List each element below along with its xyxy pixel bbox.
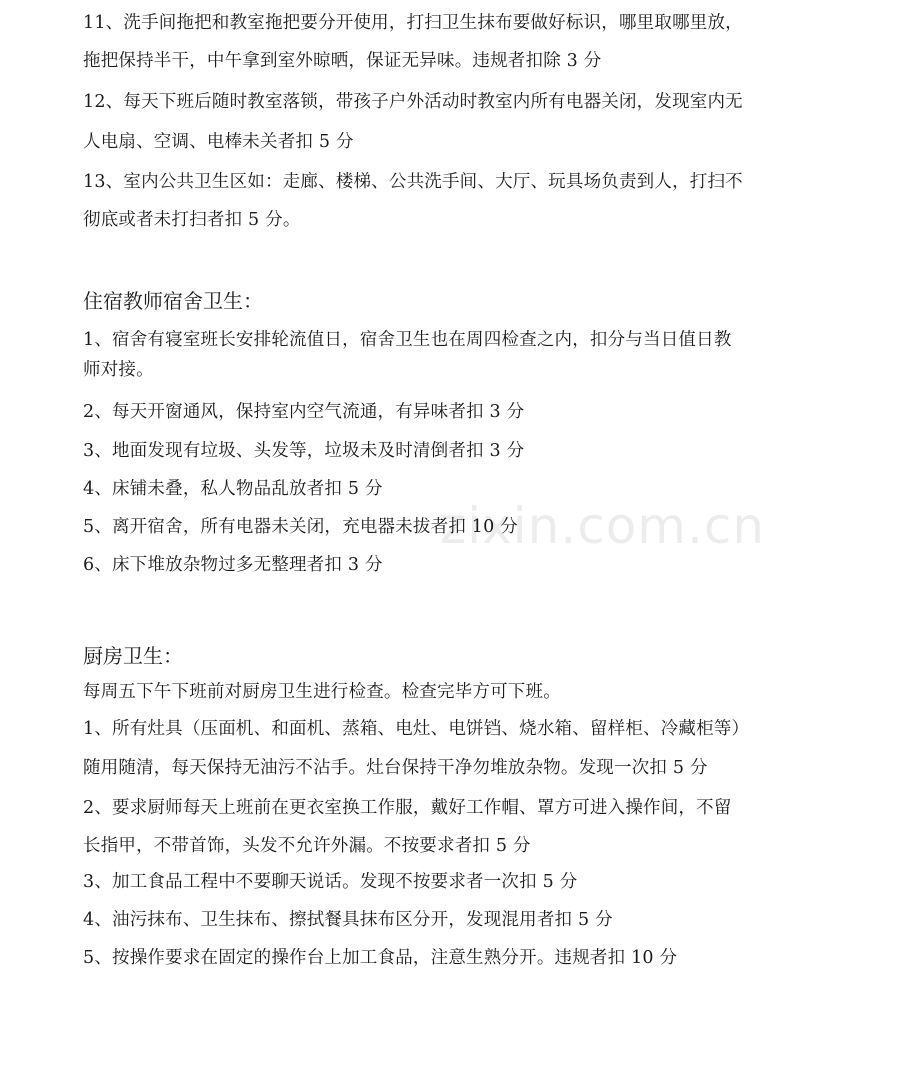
rule-11-line-1: 11、洗手间拖把和教室拖把要分开使用，打扫卫生抹布要做好标识，哪里取哪里放， bbox=[83, 13, 743, 33]
kitchen-rule-3: 3、加工食品工程中不要聊天说话。发现不按要求者一次扣 5 分 bbox=[83, 872, 578, 892]
watermark: zixin.com.cn bbox=[440, 497, 766, 555]
kitchen-rule-2-line-1: 2、要求厨师每天上班前在更衣室换工作服，戴好工作帽、罩方可进入操作间，不留 bbox=[83, 798, 732, 818]
kitchen-rule-1-line-2: 随用随清，每天保持无油污不沾手。灶台保持干净勿堆放杂物。发现一次扣 5 分 bbox=[83, 758, 708, 778]
kitchen-intro: 每周五下午下班前对厨房卫生进行检查。检查完毕方可下班。 bbox=[83, 682, 561, 702]
kitchen-rule-2-line-2: 长指甲，不带首饰，头发不允许外漏。不按要求者扣 5 分 bbox=[83, 836, 531, 856]
dorm-section-title: 住宿教师宿舍卫生： bbox=[83, 289, 263, 313]
rule-11-line-2: 拖把保持半干，中午拿到室外晾晒，保证无异味。违规者扣除 3 分 bbox=[83, 51, 602, 71]
kitchen-rule-4: 4、油污抹布、卫生抹布、擦拭餐具抹布区分开，发现混用者扣 5 分 bbox=[83, 910, 613, 930]
dorm-rule-5: 5、离开宿舍，所有电器未关闭，充电器未拔者扣 10 分 bbox=[83, 517, 518, 537]
dorm-rule-1-line-2: 师对接。 bbox=[83, 360, 154, 380]
rule-13-line-1: 13、室内公共卫生区如：走廊、楼梯、公共洗手间、大厅、玩具场负责到人，打扫不 bbox=[83, 172, 743, 192]
dorm-rule-1-line-1: 1、宿舍有寝室班长安排轮流值日，宿舍卫生也在周四检查之内，扣分与当日值日教 bbox=[83, 330, 732, 350]
kitchen-section-title: 厨房卫生： bbox=[83, 644, 183, 668]
rule-13-line-2: 彻底或者未打扫者扣 5 分。 bbox=[83, 210, 301, 230]
kitchen-rule-5: 5、按操作要求在固定的操作台上加工食品，注意生熟分开。违规者扣 10 分 bbox=[83, 948, 678, 968]
dorm-rule-3: 3、地面发现有垃圾、头发等，垃圾未及时清倒者扣 3 分 bbox=[83, 441, 525, 461]
dorm-rule-6: 6、床下堆放杂物过多无整理者扣 3 分 bbox=[83, 555, 383, 575]
kitchen-rule-1-line-1: 1、所有灶具（压面机、和面机、蒸箱、电灶、电饼铛、烧水箱、留样柜、冷藏柜等） bbox=[83, 719, 750, 739]
rule-12-line-1: 12、每天下班后随时教室落锁，带孩子户外活动时教室内所有电器关闭，发现室内无 bbox=[83, 92, 743, 112]
rule-12-line-2: 人电扇、空调、电棒未关者扣 5 分 bbox=[83, 132, 354, 152]
dorm-rule-4: 4、床铺未叠，私人物品乱放者扣 5 分 bbox=[83, 479, 383, 499]
dorm-rule-2: 2、每天开窗通风，保持室内空气流通，有异味者扣 3 分 bbox=[83, 402, 525, 422]
